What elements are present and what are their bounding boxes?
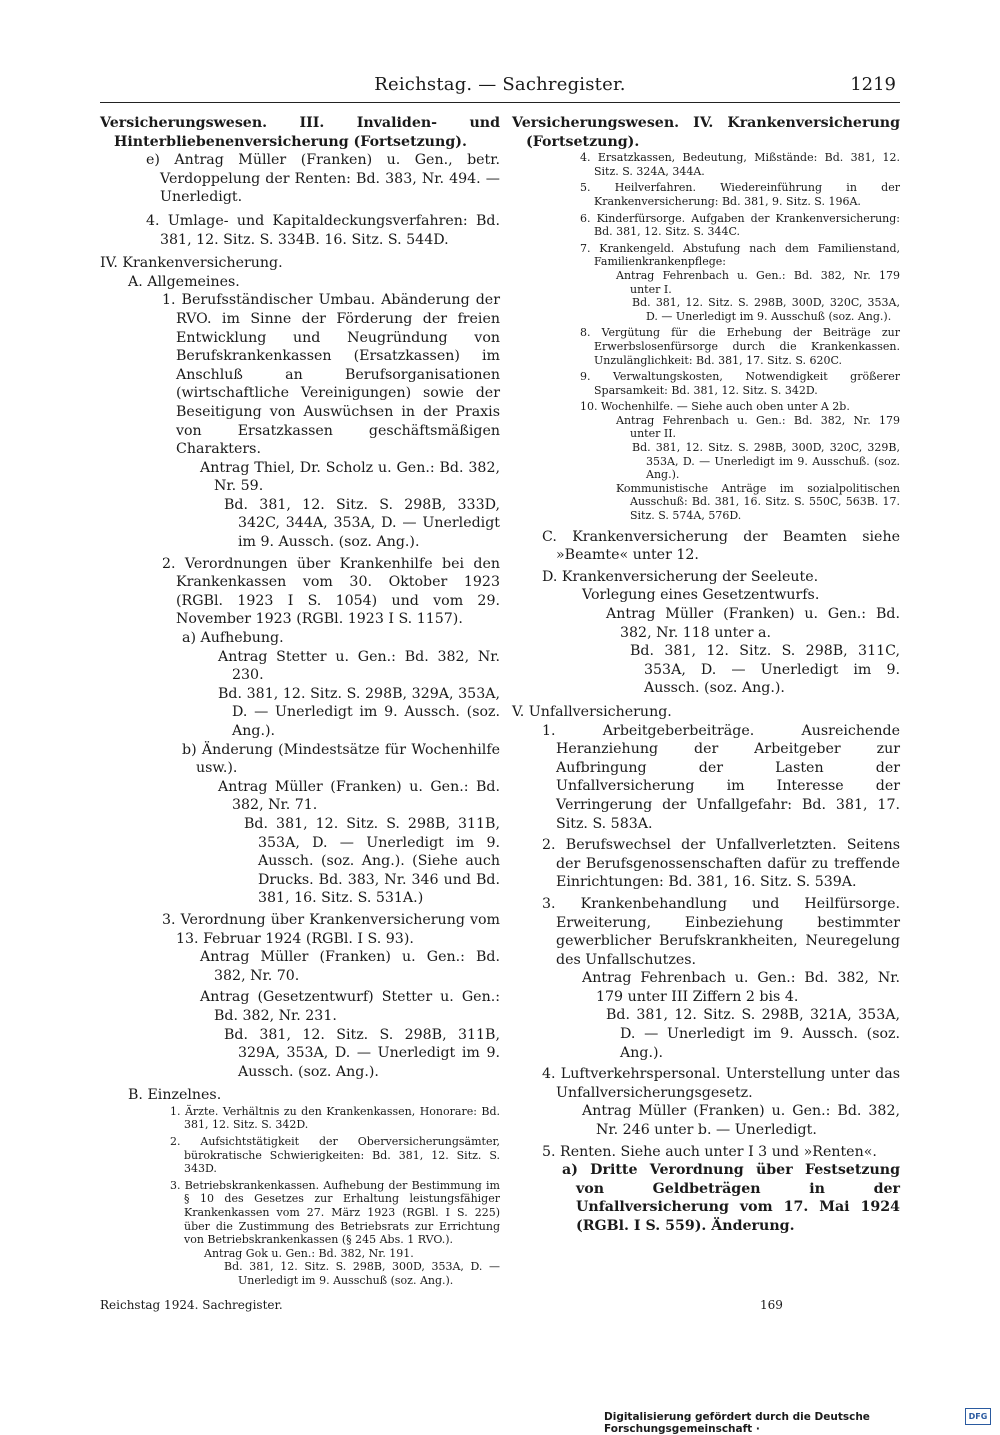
register-entry: b) Änderung (Mindestsätze für Wochenhilfe usw.).: [182, 741, 500, 777]
register-entry: Versicherungswesen. IV. Krankenversicherung (Fortsetzung).: [512, 115, 900, 150]
register-entry: Antrag Fehrenbach u. Gen.: Bd. 382, Nr. 179 unter II.: [616, 413, 900, 441]
register-entry: 2. Verordnungen über Krankenhilfe bei den Krankenkassen vom 30. Oktober 1923 (RGBl. 1923 I S. 1054) und vom 29. November 1923 (RGBl. 1923 I S. 1157).: [162, 555, 500, 628]
running-header: [100, 72, 900, 102]
header-rule: [100, 102, 900, 103]
register-entry: Kommunistische Anträge im sozialpolitischen Ausschuß: Bd. 381, 16. Sitz. S. 550C, 563B. 17. Sitz. S. 574A, 576D.: [616, 481, 900, 523]
register-entry: Antrag (Gesetzentwurf) Stetter u. Gen.: Bd. 382, Nr. 231.: [200, 989, 500, 1024]
footer-left: Reichstag 1924. Sachregister.: [100, 1298, 283, 1312]
register-entry: Bd. 381, 12. Sitz. S. 298B, 329A, 353A, D. — Unerledigt im 9. Aussch. (soz. Ang.).: [218, 685, 500, 739]
register-entry: Antrag Gok u. Gen.: Bd. 382, Nr. 191.: [204, 1246, 414, 1260]
register-entry: Antrag Müller (Franken) u. Gen.: Bd. 382, Nr. 70.: [200, 949, 500, 984]
register-entry: 1. Ärzte. Verhältnis zu den Krankenkassen, Honorare: Bd. 381, 12. Sitz. S. 342D.: [170, 1104, 500, 1132]
register-entry: Antrag Thiel, Dr. Scholz u. Gen.: Bd. 382, Nr. 59.: [200, 459, 500, 495]
register-entry: 4. Ersatzkassen, Bedeutung, Mißstände: Bd. 381, 12. Sitz. S. 324A, 344A.: [580, 151, 900, 178]
register-entry: Bd. 381, 12. Sitz. S. 298B, 300D, 320C, 329B, 353A, D. — Unerledigt im 9. Ausschuß. (soz. Ang.).: [632, 441, 900, 482]
register-entry: Bd. 381, 12. Sitz. S. 298B, 311C, 353A, D. — Unerledigt im 9. Aussch. (soz. Ang.).: [630, 643, 900, 697]
register-entry: C. Krankenversicherung der Beamten siehe »Beamte« unter 12.: [542, 528, 900, 564]
register-entry: 4. Luftverkehrspersonal. Unterstellung unter das Unfallversicherungsgesetz.: [542, 1066, 900, 1101]
register-entry: a) Aufhebung.: [182, 630, 284, 647]
register-entry: V. Unfallversicherung.: [512, 703, 672, 720]
register-entry: Bd. 381, 12. Sitz. S. 298B, 311B, 353A, D. — Unerledigt im 9. Aussch. (soz. Ang.). (Siehe auch Drucks. Bd. 383, Nr. 346 und Bd. 381, 16. Sitz. S. 531A.): [244, 815, 500, 907]
register-entry: IV. Krankenversicherung.: [100, 255, 283, 272]
register-entry: Antrag Fehrenbach u. Gen.: Bd. 382, Nr. 179 unter III Ziffern 2 bis 4.: [582, 970, 900, 1005]
register-entry: 2. Berufswechsel der Unfallverletzten. Seitens der Berufsgenossenschaften dafür zu treffende Einrichtungen: Bd. 381, 16. Sitz. S. 539A.: [542, 837, 900, 891]
right-column: [512, 114, 900, 1236]
register-entry: Antrag Müller (Franken) u. Gen.: Bd. 382, Nr. 246 unter b. — Unerledigt.: [582, 1103, 900, 1139]
register-entry: Vorlegung eines Gesetzentwurfs.: [582, 587, 820, 604]
register-entry: Antrag Müller (Franken) u. Gen.: Bd. 382, Nr. 118 unter a.: [606, 606, 900, 641]
register-entry: Bd. 381, 12. Sitz. S. 298B, 300D, 353A, D. — Unerledigt im 9. Ausschuß (soz. Ang.).: [224, 1260, 500, 1287]
header-title: Reichstag. — Sachregister.: [374, 74, 626, 95]
register-entry: 10. Wochenhilfe. — Siehe auch oben unter A 2b.: [580, 400, 850, 414]
register-entry: 3. Verordnung über Krankenversicherung vom 13. Februar 1924 (RGBl. I S. 93).: [162, 911, 500, 947]
register-entry: 6. Kinderfürsorge. Aufgaben der Krankenversicherung: Bd. 381, 12. Sitz. S. 344C.: [580, 211, 900, 239]
register-entry: Versicherungswesen. III. Invaliden- und Hinterbliebenenversicherung (Fortsetzung).: [100, 115, 500, 150]
register-entry: 8. Vergütung für die Erhebung der Beiträge zur Erwerbslosenfürsorge durch die Krankenkassen. Unzulänglichkeit: Bd. 381, 17. Sitz. S. 620C.: [580, 326, 900, 367]
register-entry: Bd. 381, 12. Sitz. S. 298B, 321A, 353A, D. — Unerledigt im 9. Aussch. (soz. Ang.).: [606, 1007, 900, 1061]
register-entry: Bd. 381, 12. Sitz. S. 298B, 300D, 320C, 353A, D. — Unerledigt im 9. Ausschuß (soz. Ang.).: [632, 296, 900, 323]
register-entry: 7. Krankengeld. Abstufung nach dem Familienstand, Familienkrankenpflege:: [580, 241, 900, 269]
register-entry: Bd. 381, 12. Sitz. S. 298B, 311B, 329A, 353A, D. — Unerledigt im 9. Aussch. (soz. Ang.).: [224, 1026, 500, 1080]
register-entry: 5. Renten. Siehe auch unter I 3 und »Renten«.: [542, 1143, 877, 1160]
register-entry: 3. Betriebskrankenkassen. Aufhebung der Bestimmung im § 10 des Gesetzes zur Erhaltung leistungsfähiger Krankenkassen vom 27. März 1923 (RGBl. I S. 225) über die Zustimmung des Betriebsrats zur Errichtung von Betriebskrankenkassen (§ 245 Abs. 1 RVO.).: [170, 1178, 500, 1247]
register-entry: B. Einzelnes.: [128, 1087, 222, 1104]
register-entry: e) Antrag Müller (Franken) u. Gen., betr. Verdoppelung der Renten: Bd. 383, Nr. 494. — Unerledigt.: [146, 152, 500, 206]
footer-page-number: 169: [760, 1298, 783, 1312]
register-entry: 1. Arbeitgeberbeiträge. Ausreichende Heranziehung der Arbeitgeber zur Aufbringung der Lasten der Unfallversicherung im Interesse der Verringerung der Unfallgefahr: Bd. 381, 17. Sitz. S. 583A.: [542, 722, 900, 832]
dfg-logo: DFG: [965, 1408, 991, 1425]
digitization-credit: Digitalisierung gefördert durch die Deutsche Forschungsgemeinschaft ·: [604, 1411, 870, 1435]
left-column: [100, 114, 500, 1288]
register-entry: a) Dritte Verordnung über Festsetzung von Geldbeträgen in der Unfallversicherung vom 17. Mai 1924 (RGBl. I S. 559). Änderung.: [562, 1162, 900, 1234]
register-entry: 5. Heilverfahren. Wiedereinführung in der Krankenversicherung: Bd. 381, 9. Sitz. S. 196A.: [580, 181, 900, 208]
register-entry: Bd. 381, 12. Sitz. S. 298B, 333D, 342C, 344A, 353A, D. — Unerledigt im 9. Aussch. (soz. Ang.).: [224, 496, 500, 551]
register-entry: Antrag Stetter u. Gen.: Bd. 382, Nr. 230.: [218, 648, 500, 684]
register-entry: 1. Berufsständischer Umbau. Abänderung der RVO. im Sinne der Förderung der freien Entwicklung und Neugründung von Berufskrankenkassen (Ersatzkassen) im Anschluß an Berufsorganisationen (wirtschaftliche Vereinigungen) sowie der Beseitigung von Auswüchsen in der Praxis von Ersatzkassen geschäftsmäßigen Charakters.: [162, 292, 500, 458]
register-entry: 2. Aufsichtstätigkeit der Oberversicherungsämter, bürokratische Schwierigkeiten: Bd. 381, 12. Sitz. S. 343D.: [170, 1135, 500, 1176]
register-entry: Antrag Müller (Franken) u. Gen.: Bd. 382, Nr. 71.: [218, 778, 500, 814]
register-entry: D. Krankenversicherung der Seeleute.: [542, 568, 819, 585]
register-entry: 9. Verwaltungskosten, Notwendigkeit größerer Sparsamkeit: Bd. 381, 12. Sitz. S. 342D.: [580, 370, 900, 397]
register-entry: 3. Krankenbehandlung und Heilfürsorge. Erweiterung, Einbeziehung bestimmter gewerblicher Berufskrankheiten, Neuregelung des Unfallschutzes.: [542, 895, 900, 968]
register-entry: A. Allgemeines.: [128, 273, 240, 290]
register-entry: Antrag Fehrenbach u. Gen.: Bd. 382, Nr. 179 unter I.: [616, 268, 900, 296]
page-number: 1219: [850, 74, 896, 95]
register-entry: 4. Umlage- und Kapitaldeckungsverfahren: Bd. 381, 12. Sitz. S. 334B. 16. Sitz. S. 544D.: [146, 212, 500, 248]
